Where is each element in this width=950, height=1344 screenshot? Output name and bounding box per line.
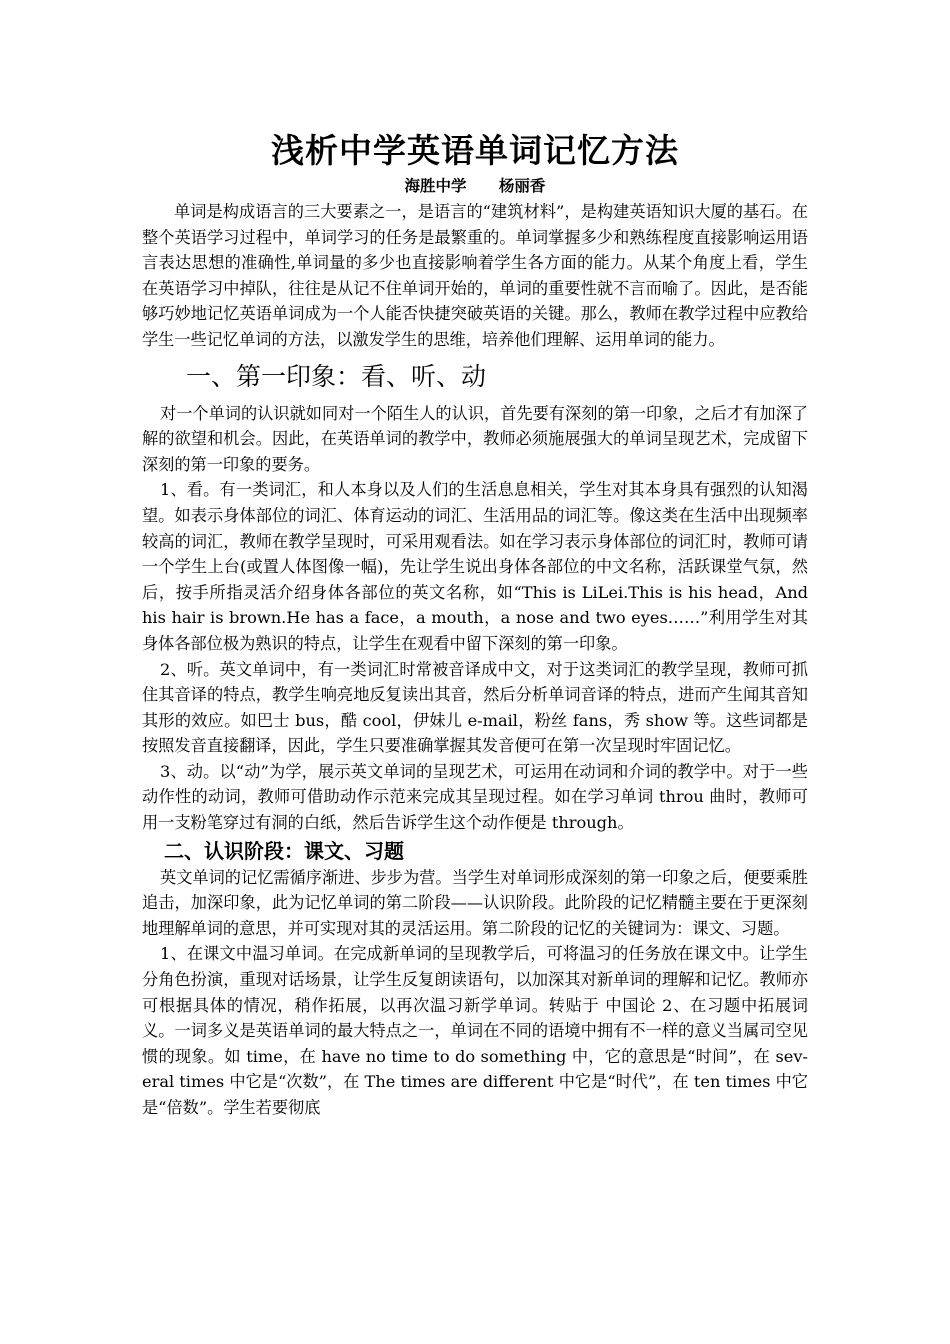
section-1-item-look: 1、看。有一类词汇，和人本身以及人们的生活息息相关，学生对其本身具有强烈的认知渴望。如表示身体部位的词汇、体育运动的词汇、生活用品的词汇等。像这类在生活中出现频率较高的词汇，教师在教学呈现时，可采用观看法。如在学习表示身体部位的词汇时，教师可请一个学生上台(或置人体图像一幅)，先让学生说出身体各部位的中文名称，活跃课堂气氛，然后，按手所指灵活介绍身体各部位的英文名称，如“This is LiLei.This is his head，And his hair is brown.He has a face，a mouth，a nose and two eyes……”利用学生对其身体各部位极为熟识的特点，让学生在观看中留下深刻的第一印象。 — [142, 480, 808, 653]
section-2-heading: 二、认识阶段：课文、习题 — [164, 838, 404, 863]
section-1-intro: 对一个单词的认识就如同对一个陌生人的认识，首先要有深刻的第一印象，之后才有加深了解的欲望和机会。因此，在英语单词的教学中，教师必须施展强大的单词呈现艺术，完成留下深刻的第一印象的要务。 — [142, 403, 808, 474]
document-title: 浅析中学英语单词记忆方法 — [271, 131, 679, 170]
section-1-heading: 一、第一印象：看、听、动 — [186, 361, 487, 391]
section-2-intro: 英文单词的记忆需循序渐进、步步为营。当学生对单词形成深刻的第一印象之后，便要乘胜追击，加深印象，此为记忆单词的第二阶段——认识阶段。此阶段的记忆精髓主要在于更深刻地理解单词的意思，并可实现对其的灵活运用。第二阶段的记忆的关键词为：课文、习题。 — [142, 867, 808, 938]
section-2-item-text: 1、在课文中温习单词。在完成新单词的呈现教学后，可将温习的任务放在课文中。让学生分角色扮演，重现对话场景，让学生反复朗读语句，以加深其对新单词的理解和记忆。教师亦可根据具体的情况，稍作拓展，以再次温习新学单词。转贴于 中国论 2、在习题中拓展词义。一词多义是英语单词的最大特点之一，单词在不同的语境中拥有不一样的意义当属司空见惯的现象。如 time，在 have no time to do something 中，它的意思是“时间”，在 sev-eral times 中它是“次数”，在 The times are different 中它是“时代”，在 ten times 中它是“倍数”。学生若要彻底 — [142, 944, 808, 1117]
section-1-item-move: 3、动。以“动”为学，展示英文单词的呈现艺术，可运用在动词和介词的教学中。对于一些动作性的动词，教师可借助动作示范来完成其呈现过程。如在学习单词 throu 曲时，教师可用一支粉笔穿过有洞的白纸，然后告诉学生这个动作便是 through。 — [142, 761, 808, 833]
section-1-item-listen: 2、听。英文单词中，有一类词汇时常被音译成中文，对于这类词汇的教学呈现，教师可抓住其音译的特点，教学生响亮地反复读出其音，然后分析单词音译的特点，进而产生闻其音知其形的效应。如巴士 bus，酷 cool，伊妹儿 e-mail，粉丝 fans，秀 show 等。这些词都是按照发音直接翻译，因此，学生只要准确掌握其发音便可在第一次呈现时牢固记忆。 — [142, 659, 808, 756]
intro-paragraph: 单词是构成语言的三大要素之一，是语言的“建筑材料”，是构建英语知识大厦的基石。在整个英语学习过程中，单词学习的任务是最繁重的。单词掌握多少和熟练程度直接影响运用语言表达思想的准确性,单词量的多少也直接影响着学生各方面的能力。从某个角度上看，学生在英语学习中掉队，往往是从记不住单词开始的，单词的重要性就不言而喻了。因此，是否能够巧妙地记忆英语单词成为一个人能否快捷突破英语的关键。那么，教师在教学过程中应教给学生一些记忆单词的方法，以激发学生的思维，培养他们理解、运用单词的能力。 — [142, 202, 808, 349]
author-byline: 海胜中学 杨丽香 — [404, 177, 546, 195]
